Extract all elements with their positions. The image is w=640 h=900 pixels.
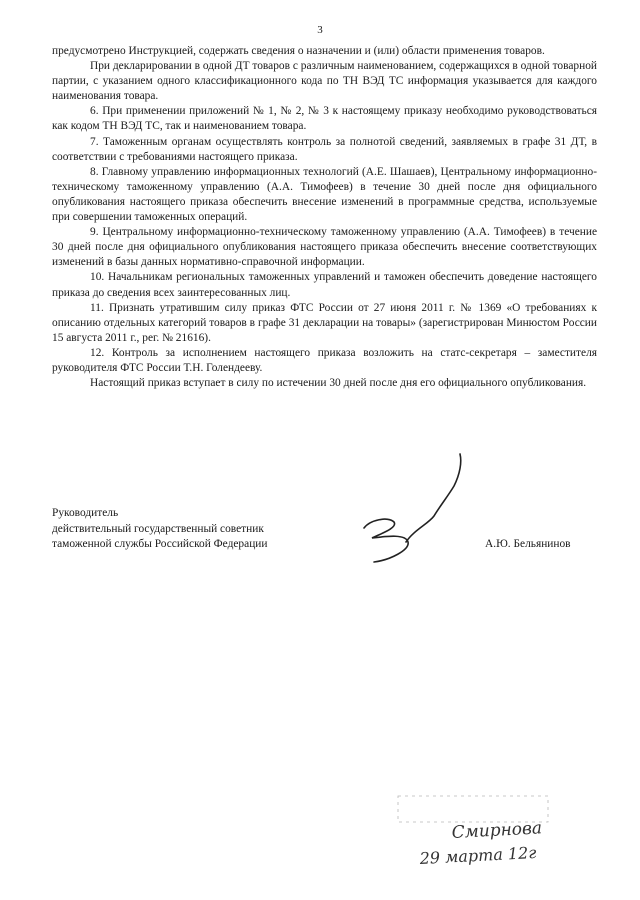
svg-text:Смирнова: Смирнова: [451, 818, 543, 843]
paragraph: 7. Таможенным органам осуществлять контроль за полнотой сведений, заявляемых в графе 31 ДТ, в соответствии с требованиями настоящего приказа.: [52, 135, 597, 163]
paragraph: 12. Контроль за исполнением настоящего приказа возложить на статс-секретаря – заместителя руководителя ФТС России Т.Н. Голендееву.: [52, 346, 597, 374]
signer-title-line-2: действительный государственный советник: [52, 522, 264, 535]
signer-name: А.Ю. Бельянинов: [485, 538, 571, 550]
paragraph: предусмотрено Инструкцией, содержать сведения о назначении и (или) области применения товаров.: [52, 45, 545, 57]
paragraph: При декларировании в одной ДТ товаров с различным наименованием, содержащихся в одной товарной партии, с указанием одного классификационного кода по ТН ВЭД ТС информация указывается для каждого наименования товара.: [52, 60, 597, 103]
signer-title-line-3: таможенной службы Российской Федерации: [52, 538, 268, 550]
signer-title-line-1: Руководитель: [52, 507, 119, 519]
paragraph: 6. При применении приложений № 1, № 2, № 3 к настоящему приказу необходимо руководствоваться как кодом ТН ВЭД ТС, так и наименованием товара.: [52, 105, 597, 133]
svg-text:29 марта 12г: 29 марта 12г: [419, 842, 537, 868]
handwritten-note: [390, 790, 590, 880]
document-body: [52, 44, 597, 391]
paragraph: 8. Главному управлению информационных технологий (А.Е. Шашаев), Центральному информационно-техническому таможенному управлению (А.А. Тимофеев) в течение 30 дней после дня официального опубликования настоящего приказа обеспечить внесение изменений в программные средства, используемые при совершении таможенных операций.: [52, 165, 597, 224]
paragraph: 9. Центральному информационно-техническому таможенному управлению (А.А. Тимофеев) в течение 30 дней после дня официального опубликования настоящего приказа обеспечить внесение соответствующих изменений в базы данных нормативно-справочной информации.: [52, 226, 597, 269]
handwritten-signature: [310, 450, 480, 590]
paragraph: 10. Начальникам региональных таможенных управлений и таможен обеспечить доведение настоящего приказа до сведения всех заинтересованных лиц.: [52, 271, 597, 299]
paragraph: Настоящий приказ вступает в силу по истечении 30 дней после дня его официального опубликования.: [90, 377, 587, 390]
page-number: 3: [317, 24, 323, 36]
paragraph: 11. Признать утратившим силу приказ ФТС России от 27 июня 2011 г. № 1369 «О требованиях к описанию отдельных категорий товаров в графе 31 декларации на товары» (зарегистрирован Минюстом России 15 августа 2011 г., рег. № 21616).: [52, 301, 597, 344]
